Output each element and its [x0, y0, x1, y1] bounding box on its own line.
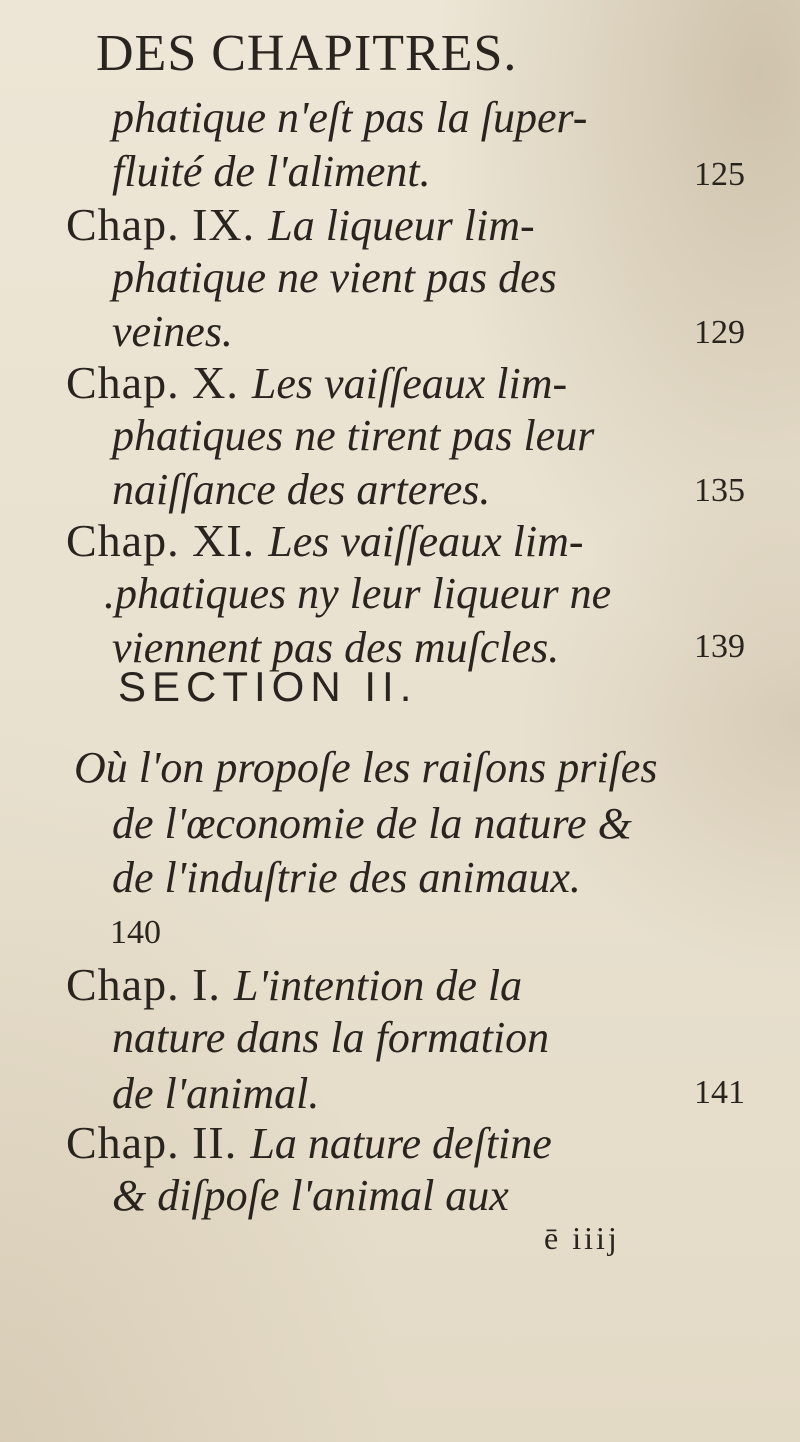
page-number: 129: [694, 314, 745, 351]
chapter-label: Chap. X.: [66, 357, 239, 408]
running-head: DES CHAPITRES.: [96, 25, 518, 82]
toc-line: phatiques ne tirent pas leur: [112, 411, 595, 460]
chapter-label: Chap. IX.: [66, 199, 256, 250]
toc-line: nature dans la formation: [112, 1013, 550, 1062]
toc-line: de l'animal.: [112, 1069, 320, 1118]
toc-line: veines.: [112, 307, 233, 356]
chapter-entry: [66, 1117, 552, 1168]
chapter-label: Chap. XI.: [66, 515, 256, 566]
page-number: 125: [694, 156, 745, 193]
section-heading: SECTION II.: [118, 663, 418, 710]
page-number: 141: [694, 1074, 745, 1111]
chapter-title: Les vaiſſeaux lim-: [268, 517, 584, 566]
toc-line: phatique ne vient pas des: [112, 253, 557, 302]
section-description: Où l'on propoſe les raiſons priſes: [74, 743, 658, 792]
chapter-title: Les vaiſſeaux lim-: [251, 359, 568, 408]
page-number: 139: [694, 628, 745, 665]
page-number: 135: [694, 472, 745, 509]
toc-line: .phatiques ny leur liqueur ne: [104, 569, 612, 618]
chapter-label: Chap. I.: [66, 959, 221, 1010]
toc-line: & diſpoſe l'animal aux: [112, 1171, 509, 1220]
section-description: de l'induſtrie des animaux.: [112, 853, 581, 902]
toc-line: naiſſance des arteres.: [112, 465, 491, 514]
toc-line: fluité de l'aliment.: [112, 147, 431, 196]
toc-line: phatique n'eſt pas la ſuper-: [112, 93, 588, 142]
toc-line: viennent pas des muſcles.: [112, 623, 560, 672]
chapter-entry: [66, 199, 535, 250]
chapter-title: La nature deſtine: [250, 1119, 552, 1168]
section-description: de l'œconomie de la nature &: [112, 799, 632, 848]
page-number: 140: [110, 914, 161, 951]
signature-mark: ē iiij: [544, 1220, 620, 1256]
chapter-entry: [66, 357, 568, 408]
chapter-entry: [66, 959, 523, 1010]
chapter-title: L'intention de la: [234, 961, 523, 1010]
chapter-label: Chap. II.: [66, 1117, 238, 1168]
chapter-entry: [66, 515, 584, 566]
chapter-title: La liqueur lim-: [268, 201, 535, 250]
